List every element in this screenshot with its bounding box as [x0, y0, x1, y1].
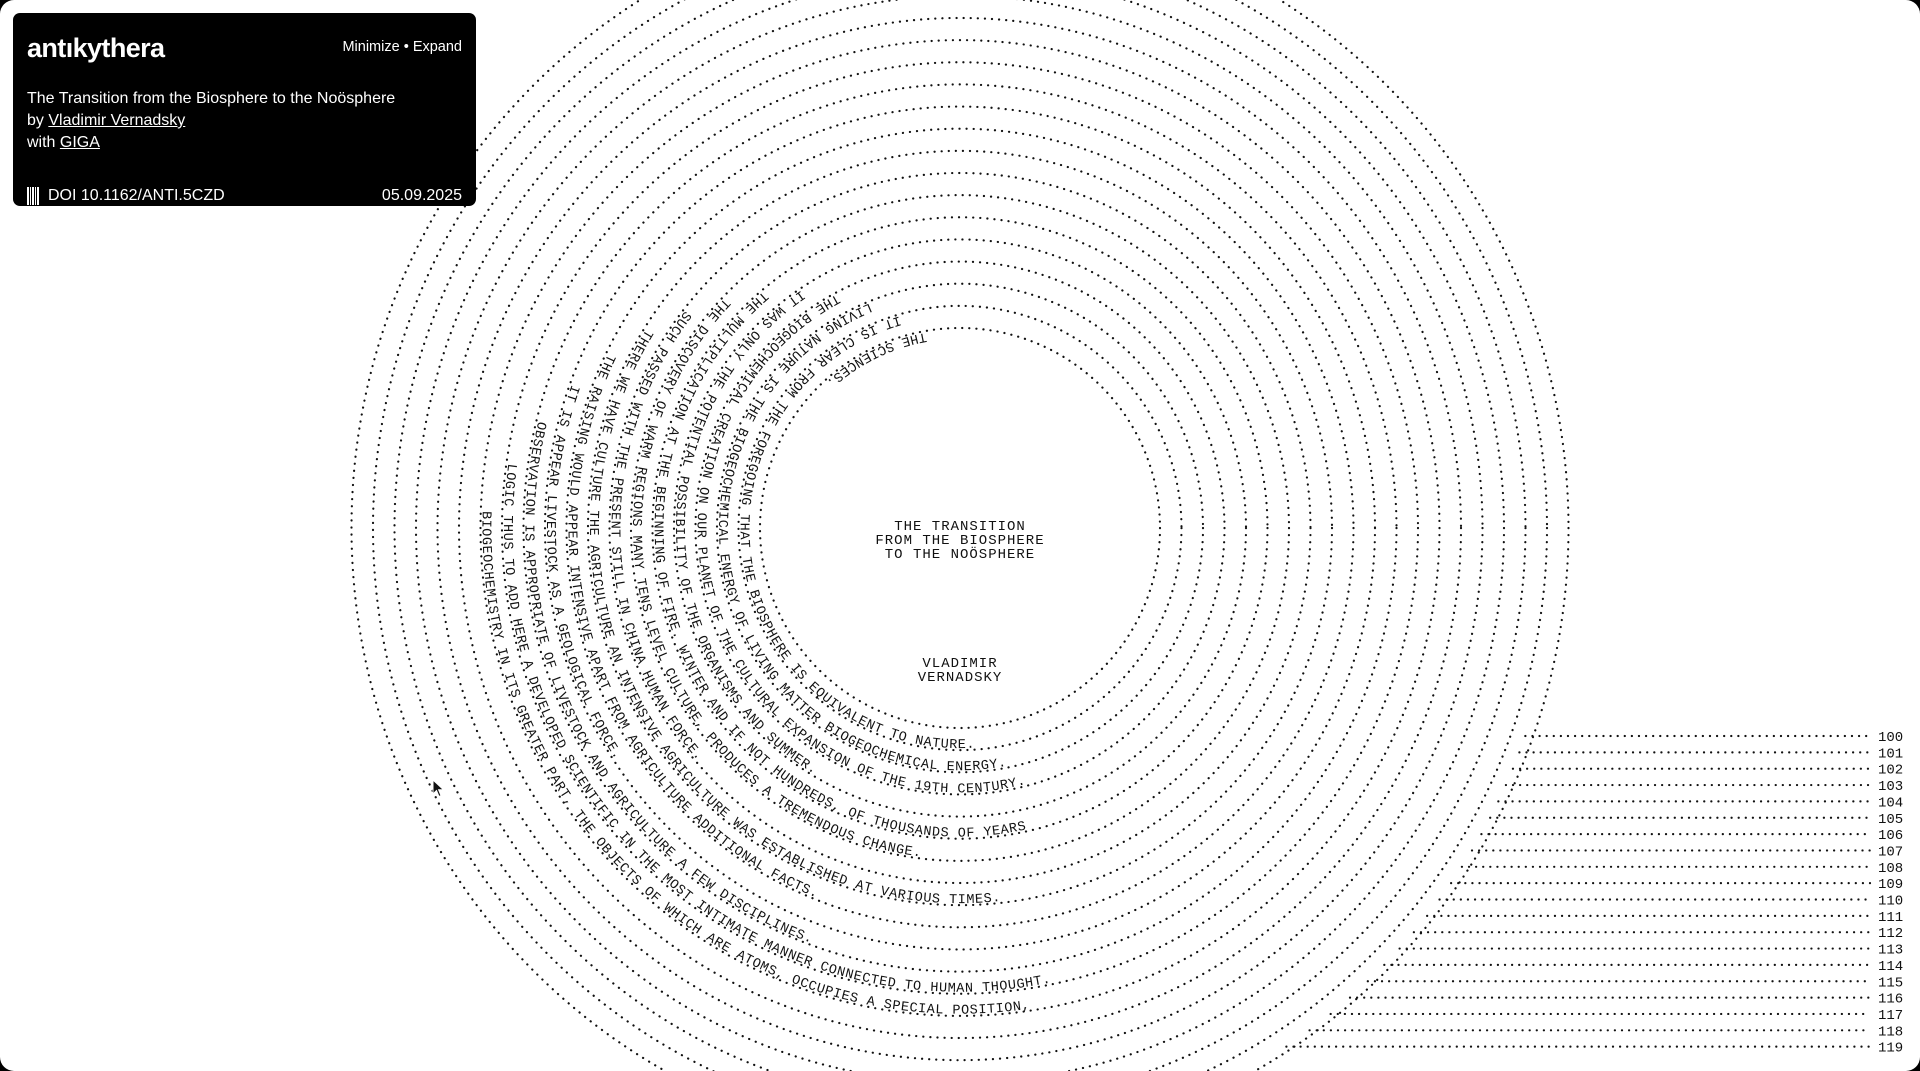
line-number-label: 112 — [1878, 926, 1904, 943]
line-number-label: 118 — [1878, 1024, 1904, 1041]
with-prefix: with — [27, 134, 56, 151]
line-number-label: 107 — [1878, 844, 1904, 861]
line-number-label: 119 — [1878, 1040, 1904, 1057]
spiral-text-segment: THE BIOGEOCHEMICAL CREATION ON OUR PLANET OF THE CULTURAL EXPANSION OF THE 19TH CENTURY. — [692, 290, 1028, 798]
line-number-label: 113 — [1878, 942, 1904, 959]
line-number-label: 115 — [1878, 975, 1904, 992]
spiral-text-segment: THE SCIENCES. — [822, 328, 928, 391]
expand-button[interactable]: Expand — [412, 39, 462, 55]
center-title-line: THE TRANSITION — [894, 519, 1026, 535]
line-number-label: 103 — [1878, 779, 1904, 796]
center-title-line: FROM THE BIOSPHERE — [875, 533, 1045, 549]
collaborator-link[interactable]: GIGA — [59, 134, 100, 151]
line-number-label: 108 — [1878, 860, 1904, 877]
spiral-text-segment: IT IS APPEAR LIVESTOCK AS A GEOLOGICAL FORCE. — [541, 382, 625, 763]
spiral-text-segment: OBSERVATION IS APPROPRIATE OF LIVESTOCK AND AGRICULTURE A FEW DISCIPLINES. — [520, 419, 815, 948]
by-prefix: by — [27, 112, 44, 129]
publish-date: 05.09.2025 — [381, 187, 462, 204]
spiral-text-segment: IT WAS ONLY THE POTENTIAL POSSIBILITY OF THE ORGANISMS AND SUMMER. — [670, 286, 820, 779]
mouse-pointer-icon — [432, 779, 446, 799]
line-number-label: 101 — [1878, 746, 1904, 763]
center-title-line: TO THE NOÖSPHERE — [884, 547, 1036, 563]
doi-row — [27, 187, 225, 205]
spiral-text-segment: LOGIC THUS TO ADD HERE A DEVELOPED SCIENTIFIC IN THE MOST INTIMATE MANNER CONNECTED TO HUMAN THOUGHT. — [498, 462, 1053, 997]
spiral-text-segment: LIVING NATURE IS THE BIOGEOCHEMICAL ENERGY OF LIVING MATTER BIOGEOCHEMICAL ENERGY. — [713, 298, 1009, 776]
line-number-label: 117 — [1878, 1007, 1904, 1024]
spiral-text-segment: THE DISCOVERY OF WARM REGIONS MANY TENS LEVEL CULTURE, PRODUCES A TREMENDOUS CHANGE. — [627, 294, 923, 862]
spiral-text-segment: THE MULTIPLICATION AT THE BEGINNING OF FIRE. WINTER AND IF NOT HUNDREDS, OF THOUSANDS OF YEARS — [649, 287, 1028, 842]
line-number-label: 109 — [1878, 877, 1904, 894]
line-number-label: 106 — [1878, 828, 1904, 845]
collaborator-line — [27, 132, 395, 154]
spiral-text-segment: THE RAISING WOULD APPEAR INTENSIVE APART FROM AGRICULTURE ADDITIONAL FACTS. — [563, 351, 821, 903]
article-title: The Transition from the Biosphere to the Noösphere — [27, 90, 396, 107]
line-number-label: 114 — [1878, 958, 1904, 975]
doi-text[interactable]: DOI 10.1162/ANTI.5CZD — [48, 187, 225, 204]
line-number-label: 102 — [1878, 762, 1904, 779]
center-author-line: VERNADSKY — [917, 670, 1003, 686]
spiral-text-segment: IT IS CLEAR FROM THE FOREGOING THAT THE BIOSPHERE IS EQUIVALENT TO NATURE. — [735, 311, 976, 754]
control-separator: • — [403, 39, 409, 55]
center-author-line: VLADIMIR — [922, 656, 998, 672]
line-number-label: 116 — [1878, 991, 1904, 1008]
credits — [27, 88, 395, 154]
brand-logo[interactable]: antıkythera — [27, 33, 165, 63]
window-controls — [342, 39, 462, 55]
line-number-label: 100 — [1878, 730, 1904, 746]
barcode-icon — [27, 187, 39, 205]
spiral-text-segment: THERE WE HAVE CULTURE THE AGRICULTURE AN INTENSIVE AGRICULTURE WAS ESTABLISHED AT VARIOUS TIMES. — [584, 326, 1002, 909]
spiral-text-segment: BIOGEOCHEMISTRY IN ITS GREATER PART, THE OBJECTS OF WHICH ARE ATOMS, OCCUPIES A SPECIAL POSITION, — [477, 510, 1032, 1019]
line-number-label: 104 — [1878, 795, 1904, 812]
author-link[interactable]: Vladimir Vernadsky — [48, 112, 186, 129]
minimize-button[interactable]: Minimize — [342, 39, 400, 55]
line-number-label: 110 — [1878, 893, 1904, 910]
line-number-label: 111 — [1878, 909, 1904, 926]
spiral-text-segment: SUCH PASSED WITH THE PRESENT STILL IN CHINA HUMAN FORCE. — [606, 307, 706, 765]
info-panel — [13, 13, 476, 206]
author-line — [27, 110, 395, 132]
line-number-label: 105 — [1878, 811, 1904, 828]
